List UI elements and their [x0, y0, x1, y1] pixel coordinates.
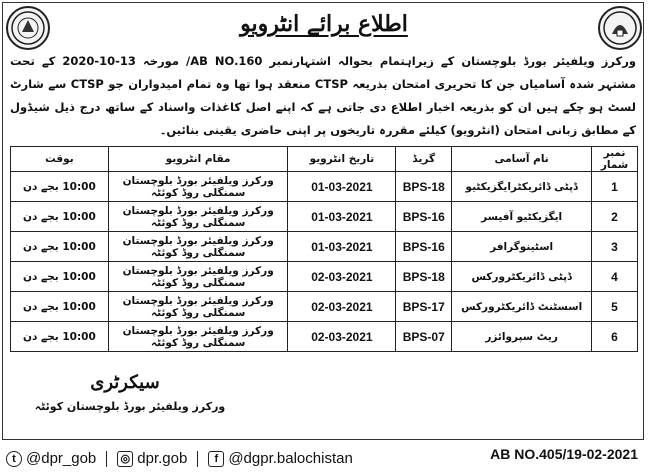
- cell-time: 10:00 بجے دن: [11, 322, 109, 352]
- social-divider: [197, 451, 198, 467]
- cell-serial: 6: [592, 322, 638, 352]
- cell-time: 10:00 بجے دن: [11, 232, 109, 262]
- table-row: [11, 262, 638, 292]
- header-grade: گریڈ: [396, 147, 452, 172]
- social-instagram[interactable]: [117, 450, 187, 467]
- ad-reference-number: AB NO.405/19-02-2021: [490, 446, 638, 462]
- header-serial: نمبر شمار: [592, 147, 638, 172]
- cell-grade: BPS-18: [396, 172, 452, 202]
- cell-venue: ورکرز ویلفیئر بورڈ بلوچستان سمنگلی روڈ کوئٹہ: [108, 172, 288, 202]
- cell-grade: BPS-07: [396, 322, 452, 352]
- cell-date: 02-03-2021: [288, 292, 396, 322]
- table-row: [11, 292, 638, 322]
- notice-paragraph: ورکرز ویلفیئر بورڈ بلوچستان کے زیراہتمام بحوالہ اشتہارنمبر AB NO.160/ مورخہ 13-10-2020 کے تحت مشتہر شدہ آسامیاں جن کا تحریری امتحان بذریعہ CTSP منعقد ہوا تھا وہ تمام امیدواران جو CTSP سے شارٹ لسٹ ہو چکے ہیں ان کو بذریعہ اخبار اطلاع دی جاتی ہے کہ اپنے اصل کاغذات واسناد کے ساتھ درج ذیل شیڈول کے مطابق زبانی امتحان (انٹرویو) کیلئے مقررہ تاریخوں پر اپنی حاضری یقینی بنائیں۔: [10, 54, 637, 137]
- page-title: اطلاع برائے انٹرویو: [240, 11, 408, 37]
- cell-grade: BPS-18: [396, 262, 452, 292]
- header-venue: مقام انٹرویو: [108, 147, 288, 172]
- interview-schedule-table: [10, 146, 638, 352]
- twitter-handle: @dpr_gob: [26, 450, 97, 467]
- header-date: تاریخ انٹرویو: [288, 147, 396, 172]
- cell-post: ڈپٹی ڈائریکٹرورکس: [452, 262, 592, 292]
- table-row: [11, 172, 638, 202]
- cell-time: 10:00 بجے دن: [11, 262, 109, 292]
- instagram-handle: dpr.gob: [137, 450, 188, 467]
- cell-post: اسٹینوگرافر: [452, 232, 592, 262]
- social-twitter[interactable]: [6, 450, 96, 467]
- header-time: بوقت: [11, 147, 109, 172]
- cell-venue: ورکرز ویلفیئر بورڈ بلوچستان سمنگلی روڈ کوئٹہ: [108, 292, 288, 322]
- instagram-icon: ◎: [117, 451, 133, 467]
- cell-serial: 1: [592, 172, 638, 202]
- cell-date: 01-03-2021: [288, 202, 396, 232]
- cell-serial: 5: [592, 292, 638, 322]
- facebook-handle: @dgpr.balochistan: [228, 450, 353, 467]
- cell-serial: 3: [592, 232, 638, 262]
- cell-post: ریٹ سپروائزر: [452, 322, 592, 352]
- cell-post: ڈپٹی ڈائریکٹرایگزیکٹیو: [452, 172, 592, 202]
- facebook-icon: f: [208, 451, 224, 467]
- title-banner: [214, 8, 434, 40]
- cell-venue: ورکرز ویلفیئر بورڈ بلوچستان سمنگلی روڈ کوئٹہ: [108, 322, 288, 352]
- table-row: [11, 202, 638, 232]
- social-divider: [106, 451, 107, 467]
- cell-time: 10:00 بجے دن: [11, 292, 109, 322]
- cell-venue: ورکرز ویلفیئر بورڈ بلوچستان سمنگلی روڈ کوئٹہ: [108, 262, 288, 292]
- cell-grade: BPS-17: [396, 292, 452, 322]
- table-row: [11, 322, 638, 352]
- emblem-right-icon: [598, 6, 642, 50]
- cell-venue: ورکرز ویلفیئر بورڈ بلوچستان سمنگلی روڈ کوئٹہ: [108, 232, 288, 262]
- cell-time: 10:00 بجے دن: [11, 172, 109, 202]
- signature-title: سیکرٹری: [90, 372, 160, 393]
- cell-date: 02-03-2021: [288, 322, 396, 352]
- table-row: [11, 232, 638, 262]
- cell-date: 02-03-2021: [288, 262, 396, 292]
- signature-organization: ورکرز ویلفیئر بورڈ بلوچستان کوئٹہ: [34, 400, 226, 413]
- cell-date: 01-03-2021: [288, 172, 396, 202]
- cell-serial: 2: [592, 202, 638, 232]
- table-header-row: [11, 147, 638, 172]
- cell-post: ایگزیکٹیو آفیسر: [452, 202, 592, 232]
- cell-grade: BPS-16: [396, 232, 452, 262]
- cell-venue: ورکرز ویلفیئر بورڈ بلوچستان سمنگلی روڈ کوئٹہ: [108, 202, 288, 232]
- emblem-left-icon: [6, 6, 50, 50]
- social-bar: [6, 450, 353, 467]
- twitter-icon: t: [6, 451, 22, 467]
- cell-serial: 4: [592, 262, 638, 292]
- social-facebook[interactable]: [208, 450, 352, 467]
- cell-grade: BPS-16: [396, 202, 452, 232]
- cell-time: 10:00 بجے دن: [11, 202, 109, 232]
- cell-post: اسسٹنٹ ڈائریکٹرورکس: [452, 292, 592, 322]
- cell-date: 01-03-2021: [288, 232, 396, 262]
- header-post: نام آسامی: [452, 147, 592, 172]
